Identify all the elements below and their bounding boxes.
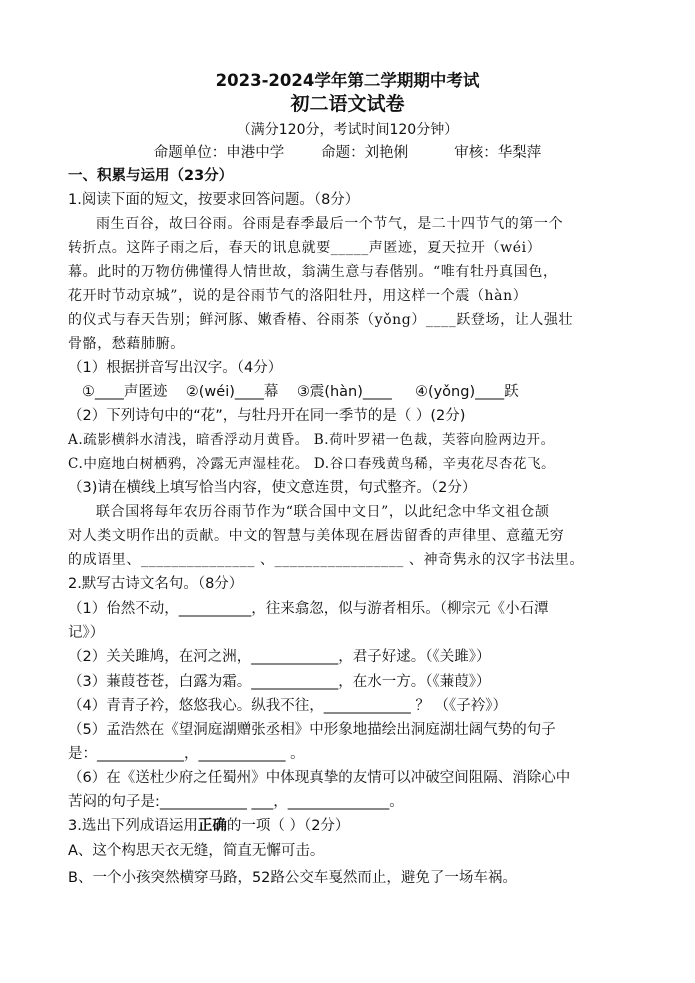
- q2-line: 是：____________，____________ 。: [68, 746, 305, 762]
- q1-passage-line: 骨骼，愁藉肺腑。: [68, 336, 185, 352]
- exam-subtitle: 初二语文试卷: [290, 93, 405, 115]
- q3-option: B、一个小孩突然横穿马路，52路公交车戛然而止，避免了一场车祸。: [68, 870, 517, 886]
- q1-passage-line: 雨生百谷，故曰谷雨。谷雨是春季最后一个节气，是二十四节气的第一个: [96, 216, 564, 232]
- q1-sub2: （2）下列诗句中的“花”，与牡丹开在同一季节的是（ ）(2分): [68, 408, 466, 424]
- q1-passage-line: 花开时节动京城”，说的是谷雨节气的洛阳牡丹，用这样一个震（hàn）: [68, 288, 528, 304]
- q1-passage-line: 幕。此时的万物仿佛懂得人情世故，翁满生意与春偕别。“唯有牡丹真国色，: [68, 264, 558, 280]
- exam-info: （满分120分，考试时间120分钟）: [236, 122, 459, 138]
- q1-options-ab: A.疏影横斜水清浅，暗香浮动月黄昏。 B.荷叶罗裙一色裁，芙蓉向脸两边开。: [68, 432, 555, 448]
- q3-intro-emphasis: 正确: [197, 818, 227, 834]
- author-line: 命题单位：申港中学 命题：刘艳俐 审核：华梨萍: [153, 145, 542, 161]
- q2-line: （6）在《送杜少府之任蜀州》中体现真挚的友情可以冲破空间阻隔、消除心中: [68, 770, 571, 786]
- q2-line: 记》）: [68, 625, 105, 641]
- q2-line: 苦闷的句子是:____________ ___，______________。: [68, 794, 404, 810]
- q1-sub1: （1）根据拼音写出汉字。（4分）: [68, 360, 283, 376]
- exam-title: 2023-2024学年第二学期期中考试: [215, 71, 480, 90]
- q2-line: （1）佁然不动，__________，往来翕忽，似与游者相乐。（柳宗元《小石潭: [68, 601, 549, 617]
- q1-sub3-passage: 的成语里、_______________ 、_________________ 、神奇隽永的汉字书法里。: [68, 552, 585, 568]
- q3-intro: [68, 815, 349, 837]
- section-heading: 一、积累与运用（23分）: [68, 168, 234, 184]
- q1-options-cd: C.中庭地白树栖鸦，冷露无声湿桂花。 D.谷口春残黄鸟稀，辛夷花尽杏花飞。: [68, 456, 556, 472]
- q3-option: A、这个构思天衣无缝，简直无懈可击。: [68, 843, 325, 859]
- q1-sub3: （3)请在横线上填写恰当内容，使文意连贯，句式整齐。（2分）: [68, 480, 477, 496]
- q2-line: （2）关关雎鸠，在河之洲，____________，君子好逑。（《关雎》）: [68, 649, 491, 665]
- q2-intro: 2.默写古诗文名句。（8分）: [68, 576, 244, 592]
- q1-sub3-passage: 对人类文明作出的贡献。中文的智慧与美体现在唇齿留香的声律里、意蕴无穷: [68, 528, 565, 544]
- q2-line: （4）青青子衿，悠悠我心。纵我不往，____________ ？ （《子衿》）: [68, 698, 507, 714]
- q1-sub1-blanks: ①____声匿迹 ②(wéi)____幕 ③震(hàn)____ ④(yǒng)____跃: [68, 384, 519, 400]
- q1-intro: 1.阅读下面的短文，按要求回答问题。（8分）: [68, 192, 360, 208]
- q2-line: （5）孟浩然在《望洞庭湖赠张丞相》中形象地描绘出洞庭湖壮阔气势的句子: [68, 722, 556, 738]
- q1-sub3-passage: 联合国将每年农历谷雨节作为“联合国中文日”，以此纪念中华文祖仓颉: [96, 504, 550, 520]
- q1-passage-line: 的仪式与春天告别；鲜河豚、嫩香椿、谷雨茶（yǒng）____跃登场，让人强壮: [68, 312, 574, 328]
- q1-passage-line: 转折点。这阵子雨之后，春天的讯息就要_____声匿迹，夏天拉开（wéi）: [68, 240, 542, 256]
- q2-line: （3）蒹葭苍苍，白露为霜。____________，在水一方。（《蒹葭》）: [68, 674, 491, 690]
- q3-intro-pre: 3.选出下列成语运用: [68, 818, 198, 834]
- q3-intro-post: 的一项（ ）（2分）: [226, 818, 350, 834]
